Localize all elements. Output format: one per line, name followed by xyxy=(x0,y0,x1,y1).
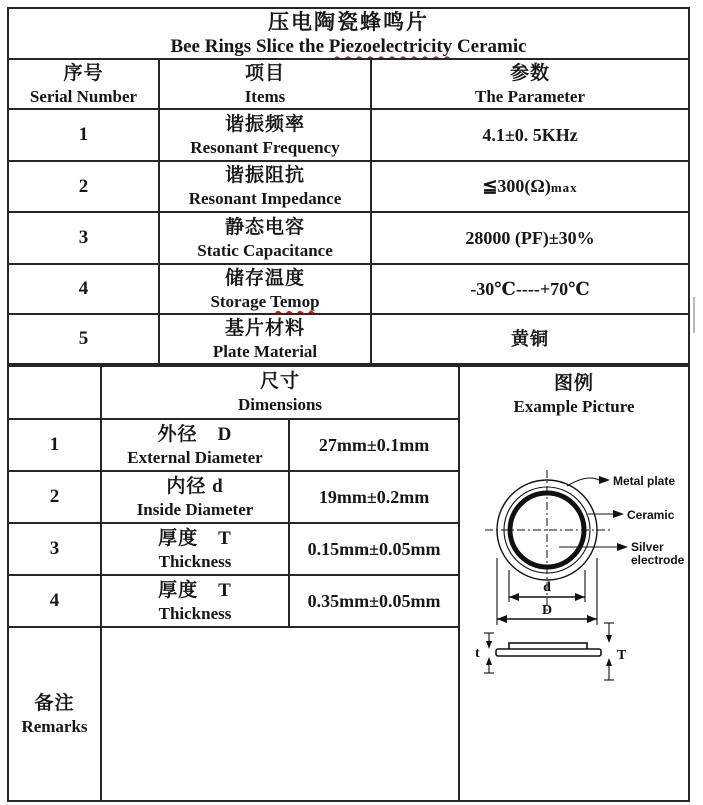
scan-artifact xyxy=(693,297,695,333)
dim-row2-item-en: Inside Diameter xyxy=(136,499,254,519)
row5-item xyxy=(159,314,371,364)
row4-item-en-misspelled-word: Temop xyxy=(270,291,320,311)
table-row xyxy=(8,109,689,161)
dim-row1-item-en: External Diameter xyxy=(127,447,263,467)
document-title-cell xyxy=(8,8,689,59)
row2-item xyxy=(159,161,371,212)
remarks-content-cell xyxy=(101,627,459,801)
row3-item-zh: 静态电容 xyxy=(224,216,305,238)
row3-item xyxy=(159,212,371,264)
row3-item-en: Static Capacitance xyxy=(197,240,333,260)
row5-item-zh: 基片材料 xyxy=(224,317,305,339)
row4-item-en-prefix: Storage xyxy=(210,291,271,311)
dims-header-empty-cell xyxy=(8,366,101,419)
outer-diameter-label: D xyxy=(541,603,553,618)
row5-serial: 5 xyxy=(8,314,159,364)
title-row xyxy=(8,8,689,59)
row3-param: 28000 (PF)±30% xyxy=(371,212,689,264)
document-title-zh: 压电陶瓷蜂鸣片 xyxy=(268,10,429,34)
spec-sheet xyxy=(7,7,688,802)
example-picture-header xyxy=(460,367,688,418)
row5-item-en: Plate Material xyxy=(212,341,318,361)
row4-param: -30℃----+70℃ xyxy=(371,264,689,314)
dim-row4-item xyxy=(101,575,289,627)
dims-header-en: Dimensions xyxy=(237,395,323,414)
row3-serial: 3 xyxy=(8,212,159,264)
row4-item xyxy=(159,264,371,314)
header-items-cell xyxy=(159,59,371,109)
dim-row4-item-zh: 厚度 T xyxy=(158,579,232,601)
row2-param-suffix: max xyxy=(550,180,578,195)
document-title-en xyxy=(9,36,688,58)
dim-row2-serial: 2 xyxy=(8,471,101,523)
row2-serial: 2 xyxy=(8,161,159,212)
row2-param-main: ≦300(Ω) xyxy=(482,176,551,196)
header-serial-zh: 序号 xyxy=(63,62,104,84)
inner-diameter-label: d xyxy=(543,580,551,595)
dim-row3-value: 0.15mm±0.05mm xyxy=(289,523,459,575)
dim-row3-item-en: Thickness xyxy=(158,551,232,571)
dim-row4-value: 0.35mm±0.05mm xyxy=(289,575,459,627)
title-en-prefix: Bee Rings Slice the xyxy=(170,36,329,57)
header-parameter-cell xyxy=(371,59,689,109)
row1-serial: 1 xyxy=(8,109,159,161)
row4-serial: 4 xyxy=(8,264,159,314)
header-parameter-en: The Parameter xyxy=(475,86,585,106)
dim-row3-item xyxy=(101,523,289,575)
header-parameter-zh: 参数 xyxy=(510,62,551,84)
dim-row3-serial: 3 xyxy=(8,523,101,575)
row1-param: 4.1±0. 5KHz xyxy=(371,109,689,161)
dim-row1-value: 27mm±0.1mm xyxy=(289,419,459,471)
example-picture-cell xyxy=(459,366,689,801)
example-picture-zh: 图例 xyxy=(554,373,595,394)
dim-row2-value: 19mm±0.2mm xyxy=(289,471,459,523)
header-serial-en: Serial Number xyxy=(29,86,138,106)
title-en-misspelled-word: Piezoelectricity xyxy=(328,36,453,57)
disc-side-view xyxy=(496,643,601,656)
column-header-row xyxy=(8,59,689,109)
parameters-table xyxy=(7,7,690,365)
remarks-en: Remarks xyxy=(21,716,88,736)
dim-row2-item-zh: 内径 d xyxy=(166,475,224,497)
thickness-total-dimension xyxy=(604,623,627,680)
row2-item-en: Resonant Impedance xyxy=(188,189,342,208)
metal-plate-callout xyxy=(567,474,675,488)
row2-param xyxy=(371,161,689,212)
table-row xyxy=(8,161,689,212)
thickness-small-dimension xyxy=(475,633,494,673)
ceramic-label: Ceramic xyxy=(627,508,675,522)
row4-item-en xyxy=(160,291,370,313)
remarks-label-cell xyxy=(8,627,101,801)
thickness-small-label: t xyxy=(475,646,480,661)
dim-row1-item-zh: 外径 D xyxy=(157,423,233,445)
dim-row1-item xyxy=(101,419,289,471)
dims-header-zh: 尺寸 xyxy=(260,371,301,392)
dimensions-header-row xyxy=(8,366,689,419)
dim-row1-serial: 1 xyxy=(8,419,101,471)
row4-item-zh: 储存温度 xyxy=(224,267,305,289)
row1-item xyxy=(159,109,371,161)
dim-row3-item-zh: 厚度 T xyxy=(158,527,232,549)
row1-item-zh: 谐振频率 xyxy=(224,113,305,135)
dim-row4-serial: 4 xyxy=(8,575,101,627)
header-items-en: Items xyxy=(244,86,286,106)
buzzer-diagram xyxy=(461,418,687,748)
metal-plate-label: Metal plate xyxy=(613,474,676,488)
header-serial-cell xyxy=(8,59,159,109)
table-row xyxy=(8,264,689,314)
table-row xyxy=(8,212,689,264)
table-row xyxy=(8,314,689,364)
title-en-suffix: Ceramic xyxy=(452,36,527,57)
dim-row2-item xyxy=(101,471,289,523)
row1-item-en: Resonant Frequency xyxy=(190,137,340,157)
row5-param: 黄铜 xyxy=(371,314,689,364)
remarks-zh: 备注 xyxy=(34,692,75,714)
dimensions-table xyxy=(7,365,690,802)
inner-diameter-dimension xyxy=(509,570,585,602)
ceramic-callout xyxy=(588,508,675,522)
dims-header-cell xyxy=(101,366,459,419)
header-items-zh: 项目 xyxy=(244,62,285,84)
silver-electrode-label-line2: electrode xyxy=(631,553,685,567)
dim-row4-item-en: Thickness xyxy=(158,603,232,623)
example-picture-en: Example Picture xyxy=(513,397,635,416)
row2-item-zh: 谐振阻抗 xyxy=(224,165,305,186)
thickness-total-label: T xyxy=(617,648,627,663)
silver-electrode-label-line1: Silver xyxy=(631,540,664,554)
